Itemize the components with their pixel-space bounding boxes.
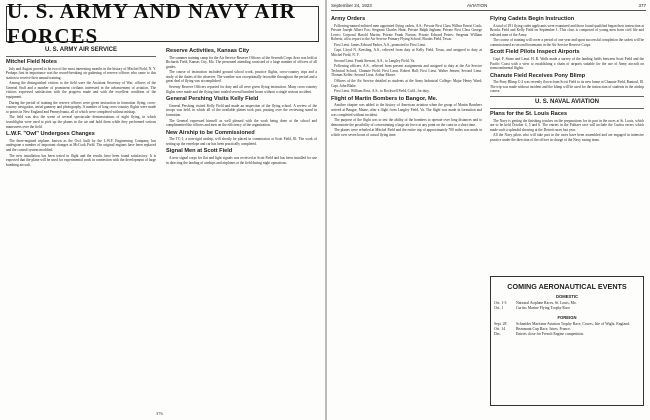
article-paragraph: Following-named enlisted men appointed flying cadets, A.S.: Private First Class Wilbur Ernest Cook; Private Joseph Albert Fox; Sergeant Charles Hunt; Private Ralph Ingham; Private First Class George Lewis; Corporal Harold Martin; Private Frank Norton; Private Edward Peters; Sergeant William Roberts, all to report to the Air Service Primary Flying School, Brooks Field, Texas. [331, 23, 482, 42]
divider [490, 96, 644, 97]
event-item [494, 306, 640, 311]
article-heading: Flight of Martin Bombers to Bangor, Me. [331, 95, 438, 102]
events-title: COMING AERONAUTICAL EVENTS [507, 282, 627, 291]
right-column-1 [331, 14, 482, 414]
article-paragraph: Among the distinguished visitors to the field were the Assistant Secretary of War, officers of the General Staff and a number of prominent civilians interested in the advancement of aviation. The visitors expressed satisfaction with the progress made and with the excellent condition of the equipment. [6, 81, 156, 100]
divider [6, 56, 156, 57]
right-page [327, 0, 650, 420]
article-paragraph: Capt. F. Stone and Lieut. H. B. Walls made a survey of the landing fields between Scott Field and the Pacific Coast with a view to establishing a chain of airports suitable for the use of Army aircraft on transcontinental flights. [490, 56, 644, 71]
article-heading: Plans for the St. Louis Races [490, 111, 568, 118]
article-heading: General Pershing Visits Kelly Field [166, 96, 259, 103]
event-text: Curtiss Marine Flying Trophy Race [516, 306, 571, 310]
event-text: National Airplane Races, St. Louis, Mo. [516, 301, 577, 305]
article-paragraph: Following officers, A.S., relieved from present assignments and assigned to duty at the Air Service Technical School, Chanute Field: First Lieut. Robert Hall; First Lieut. Walter Jensen; Second Lieut. Thomas Keller; Second Lieut. Arthur Moore. [331, 64, 482, 78]
article-heading: Chanute Field Receives Pony Blimp [490, 72, 586, 79]
article-paragraph: General Pershing visited Kelly Field and made an inspection of the flying school. A review of the troops was held, in which all of the available planes took part, passing over the reviewing stand in formation. [166, 103, 317, 117]
events-subtitle: FOREIGN [557, 315, 577, 320]
event-text: Schneider Maritime Aviation Trophy Race, Cowes, Isle of Wight, England. [516, 322, 630, 326]
article-paragraph: The General expressed himself as well pleased with the work being done at the school and complimented the officers and men on the efficiency of the organization. [166, 118, 317, 128]
running-date: September 24, 1923 [331, 3, 372, 8]
article-paragraph: First Lieut. James Edward Parker, A.S., promoted to First Lieut. [334, 42, 426, 47]
article-paragraph: Another chapter was added to the history of American aviation when the group of Martin Bombers arrived at Bangor, Maine, after a flight from Langley Field, Va. The flight was made in formation and was completed without incident. [331, 103, 482, 117]
article-heading: Flying Cadets Begin Instruction [490, 16, 575, 22]
article-heading: Mitchel Field Notes [6, 59, 57, 65]
article-paragraph: All the Navy pilots who will take part in the races have been assembled and are engaged in intensive practice under the direction of the officer in charge of the Navy racing team. [490, 133, 644, 142]
article-paragraph: The course of training will cover a period of one year and upon successful completion the cadets will be commissioned as second lieutenants in the Air Service Reserve Corps. [490, 38, 644, 47]
event-date: Oct. 1 [494, 306, 504, 310]
event-item [494, 332, 640, 337]
events-box [490, 276, 644, 406]
article-paragraph: During the period of training the reserve officers were given instruction in formation flying, cross-country navigation, aerial gunnery and photography. A number of long cross-country flights were made to points in New England and Pennsylvania, all of which were completed without mishap. [6, 100, 156, 114]
article-paragraph: The summer training camp for the Air Service Reserve Officers of the Seventh Corps Area was held at Richards Field, Kansas City, Mo. The personnel attending consisted of a large number of officers of all grades. [166, 55, 317, 69]
article-paragraph: The Pony Blimp C-2 was recently flown from Scott Field to its new home at Chanute Field, Rantoul, Ill. The trip was made without incident and the blimp will be used for the instruction of students in the airship course. [490, 80, 644, 94]
article-paragraph: Capt. Lloyd N. Keesling, A.S., relieved from duty at Kelly Field, Texas, and assigned to duty at Mitchel Field, N. Y. [331, 48, 482, 58]
banner-title: U. S. ARMY AND NAVY AIR FORCES [7, 0, 296, 48]
article-heading: Army Orders [331, 16, 366, 22]
event-text: Beaumont Cup Race, Istres, France. [516, 327, 571, 331]
article-paragraph: July and August proved to be two of the most interesting months in the history of Mitchel Field, N. Y. Perhaps first in importance was the record-breaking air gathering of reserve officers who came to this station to receive their annual training. [6, 66, 156, 80]
article-paragraph: A new signal corps for flat and light signals was received at Scott Field and has been installed for use in directing the landing of airships and airplanes at the field during night operations. [166, 155, 317, 165]
article-paragraph: The new installation has been tested in flight and the results have been found satisfactory. It is expected that the plane will be used for experimental work in connection with the development of large bombing aircraft. [6, 153, 156, 167]
divider [490, 108, 644, 109]
article-heading: L.W.F. "Owl" Undergoes Changes [6, 131, 95, 138]
article-heading: Reserve Activities, Kansas City [166, 48, 250, 54]
event-date: Sept. 28 [494, 322, 507, 326]
header-rule [331, 10, 646, 11]
article-paragraph: The TC-1, a non-rigid airship, will shortly be placed in commission at Scott Field, Ill. The work of setting up the envelope and car has been practically completed. [166, 137, 317, 146]
article-heading: New Airship to be Commissioned [166, 129, 255, 136]
right-column-2 [490, 14, 644, 270]
article-paragraph: The Navy is getting the finishing touches on the preparations for its part in the races at St. Louis, which are to be held October 4, 5 and 6. The entries in the Pulitzer race will include the Curtiss racers which made such a splendid showing at the Detroit races last year. [490, 118, 644, 132]
left-column-1 [6, 46, 156, 408]
article-paragraph: The field was also the scene of several spectacular demonstrations of night flying, in which searchlights were used to pick up the planes in the air and hold them while they performed various maneuvers over the field. [6, 115, 156, 129]
section-title: U. S. NAVAL AVIATION [535, 99, 599, 106]
article-paragraph: Seventy Reserve Officers reported for duty and all were given flying instruction. Many cross-country flights were made and the flying time totaled several hundred hours without a single serious accident. [166, 85, 317, 94]
events-subtitle: DOMESTIC [555, 294, 579, 299]
running-title: AVIATION [467, 3, 488, 8]
event-date: Oct. 1-3 [494, 301, 507, 305]
page-number: 377 [638, 3, 646, 8]
article-paragraph: The three-engined triplane, known as the Owl, built by the L.W.F. Engineering Company, has undergone a number of important changes at McCook Field. The original engines have been replaced and the control system modified. [6, 138, 156, 152]
article-paragraph: First Lieut. William Ross, A.S., to Rockwell Field, Calif., for duty. [334, 89, 430, 94]
article-paragraph: Officers of the Air Service detailed as students at the Army Industrial College: Major Henry Ward; Capt. John Blake. [331, 79, 482, 88]
article-heading: Scott Field Pilots Inspect Airports [490, 49, 580, 56]
article-heading: Signal Men at Scott Field [166, 148, 233, 155]
event-date: Dec. [494, 332, 502, 336]
event-text: Entries close for French Engine competition. [516, 332, 585, 336]
article-paragraph: Second Lieut. Frank Stewart, A.S., to Langley Field, Va. [334, 58, 416, 63]
page-banner [6, 0, 319, 48]
section-title: U. S. ARMY AIR SERVICE [44, 47, 117, 53]
article-paragraph: The planes were refueled at Mitchel Field and the entire trip of approximately 700 miles was made in a little over seven hours of actual flying time. [331, 128, 482, 137]
left-column-2 [166, 46, 317, 408]
event-date: Oct. 14 [494, 327, 506, 331]
article-paragraph: A total of 291 flying cadet applicants were examined and those found qualified began their instruction at Brooks Field and Kelly Field on September 1. This class is composed of young men from civil life and enlisted men of the Army. [490, 23, 644, 37]
article-paragraph: The course of instruction included ground school work, practice flights, cross-country trips and a study of the duties of the observer. The weather was exceptionally favorable throughout the period and a great deal of flying was accomplished. [166, 70, 317, 84]
article-paragraph: The purpose of the flight was to test the ability of the bombers to operate over long distances and to demonstrate the possibility of concentrating a large air force at any point on the coast in a short time. [331, 118, 482, 127]
page-number: 376 [156, 411, 163, 416]
